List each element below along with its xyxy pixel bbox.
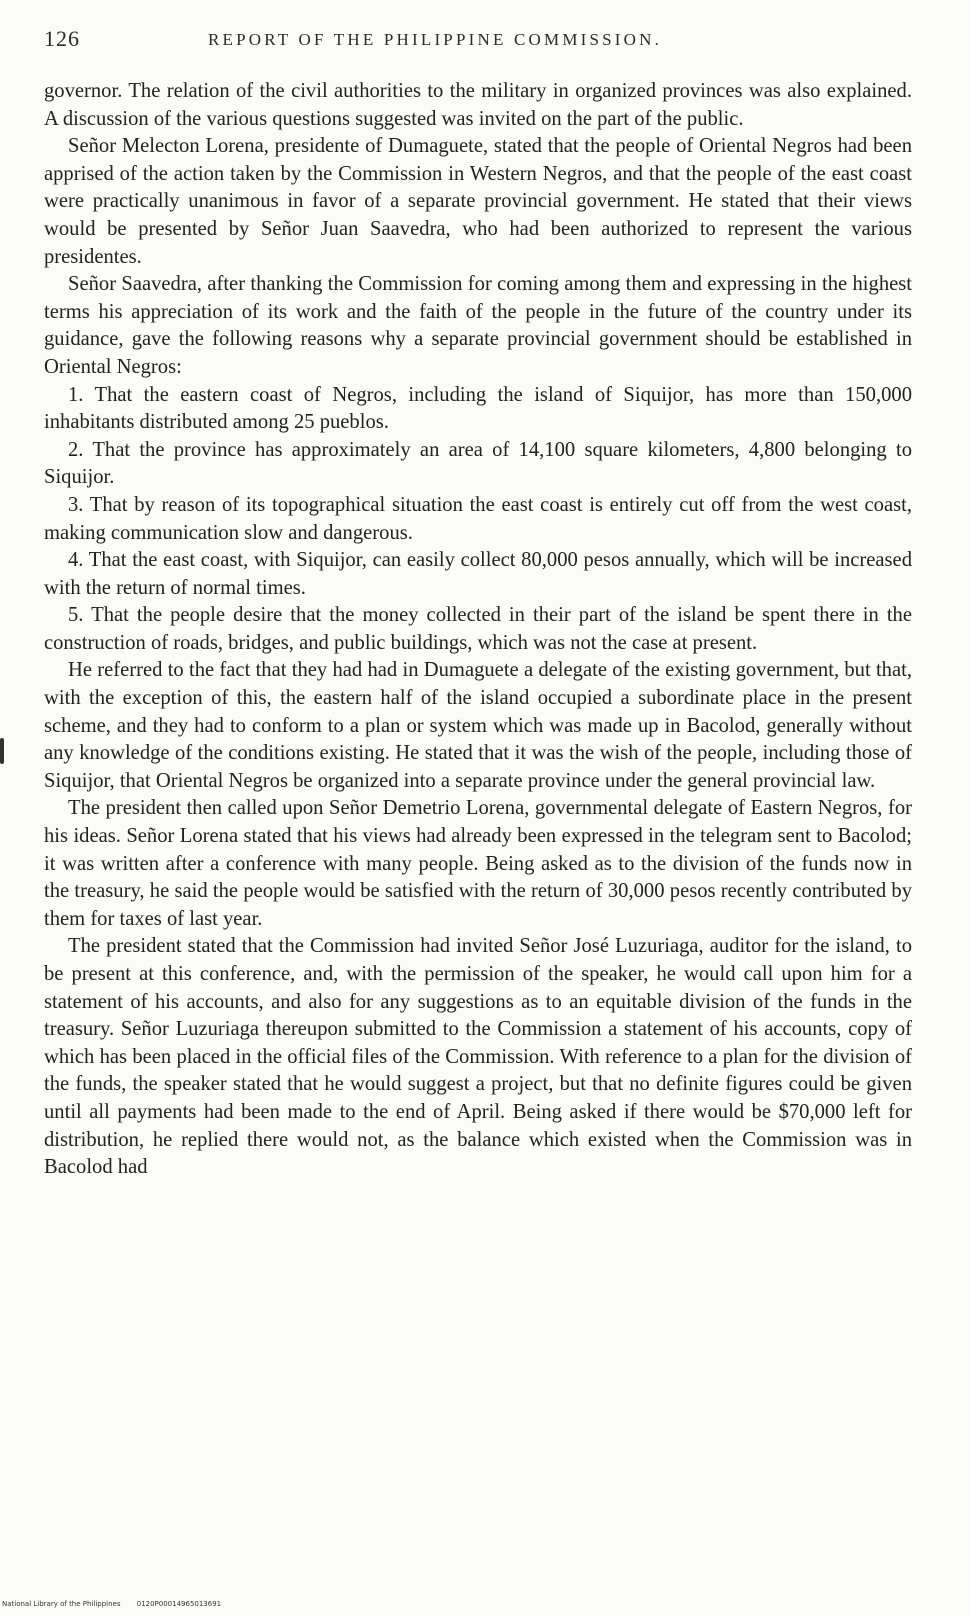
reason-5: 5. That the people desire that the money collected in their part of the island be spent there in the construction of roads, bridges, and public buildings, which was not the case at present. [44,604,912,654]
paragraph-3: Señor Saavedra, after thanking the Commission for coming among them and expressing in the highest terms his appreciation of its work and the faith of the people in the future of the country under its guidance, gave the following reasons why a separate provincial government should be established in Oriental Negros: [44,273,912,378]
reason-1: 1. That the eastern coast of Negros, including the island of Siquijor, has more than 150,000 inhabitants distributed among 25 pueblos. [44,383,912,434]
page-number: 126 [44,26,80,51]
reason-4: 4. That the east coast, with Siquijor, can easily collect 80,000 pesos annually, which will be increased with the return of normal times. [44,549,912,599]
scan-footer [2,1600,221,1608]
reason-2: 2. That the province has approximately an area of 14,100 square kilometers, 4,800 belonging to Siquijor. [44,438,912,489]
paragraph-demetrio: The president then called upon Señor Demetrio Lorena, governmental delegate of Eastern Negros, for his ideas. Señor Lorena stated that his views had already been expressed in the telegram sent to Bacolod; it was written after a conference with many people. Being asked as to the division of the funds now in the treasury, he said the people would be satisfied with the return of 30,000 pesos recently contributed by them for taxes of last year. [44,797,912,930]
running-head: REPORT OF THE PHILIPPINE COMMISSION. [208,30,663,49]
paragraph-2: Señor Melecton Lorena, presidente of Dumaguete, stated that the people of Oriental Negros had been apprised of the action taken by the Commission in Western Negros, and that the people of the east coast were practically unanimous in favor of a separate provincial government. He stated that their views would be presented by Señor Juan Saavedra, who had been authorized to represent the various presidentes. [44,135,912,268]
page-header [44,26,924,56]
body-text [44,78,912,1182]
footer-library: National Library of the Philippines [2,1600,121,1608]
paragraph-delegate: He referred to the fact that they had had in Dumaguete a delegate of the existing government, but that, with the exception of this, the eastern half of the island occupied a subordinate place in the present scheme, and they had to conform to a plan or system which was made up in Bacolod, generally without any knowledge of the conditions existing. He stated that it was the wish of the people, including those of Siquijor, that Oriental Negros be organized into a separate province under the general provincial law. [44,659,912,792]
paragraph-1: governor. The relation of the civil authorities to the military in organized provinces was also explained. A discussion of the various questions suggested was invited on the part of the public. [44,80,912,130]
reason-3: 3. That by reason of its topographical situation the east coast is entirely cut off from the west coast, making communication slow and dangerous. [44,493,912,544]
footer-identifier: 0120P00014965013691 [136,1600,222,1608]
paragraph-luzuriaga: The president stated that the Commission had invited Señor José Luzuriaga, auditor for the island, to be present at this conference, and, with the permission of the speaker, he would call upon him for a statement of his accounts, and also for any suggestions as to an equitable division of the funds in the treasury. Señor Luzuriaga thereupon submitted to the Commission a statement of his accounts, copy of which has been placed in the official files of the Commission. With reference to a plan for the division of the funds, the speaker stated that he would suggest a project, but that no definite figures could be given until all payments had been made to the end of April. Being asked if there would be $70,000 left for distribution, he replied there would not, as the balance which existed when the Commission was in Bacolod had [44,935,912,1179]
margin-mark [0,738,4,764]
